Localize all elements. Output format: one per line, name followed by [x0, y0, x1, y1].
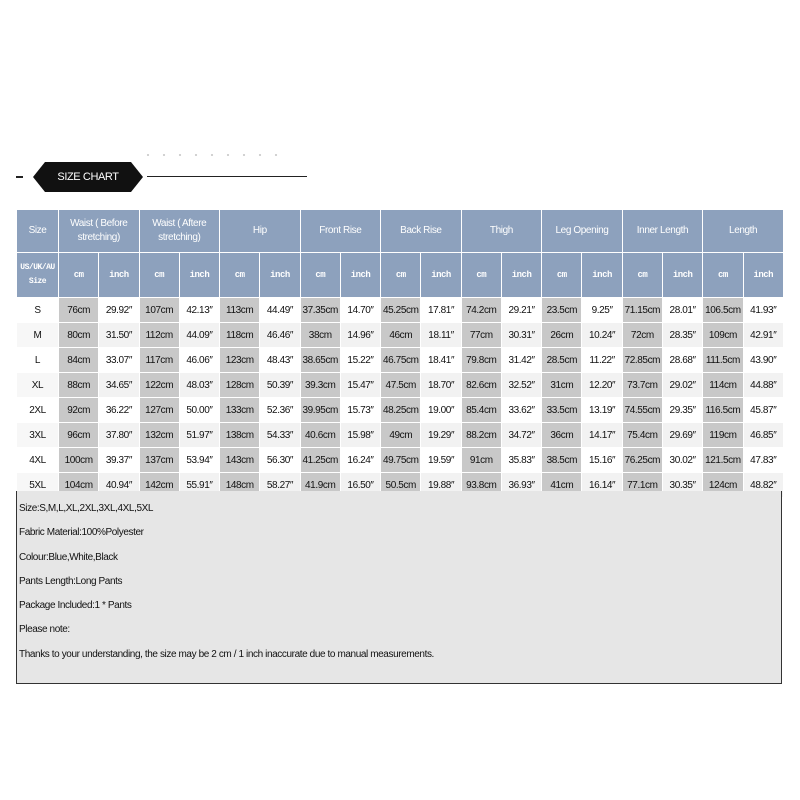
inch-cell: 42.13″ [179, 298, 219, 323]
cm-cell: 80cm [59, 323, 99, 348]
cm-cell: 113cm [220, 298, 260, 323]
header-waist-after: Waist ( Aftere stretching) [139, 210, 220, 253]
unit-cm-header: cm [622, 253, 662, 298]
inch-cell: 29.35″ [662, 398, 702, 423]
inch-cell: 46.46″ [260, 323, 300, 348]
cm-cell: 132cm [139, 423, 179, 448]
unit-cm-header: cm [59, 253, 99, 298]
size-chart-banner [16, 160, 306, 194]
unit-cm-header: cm [381, 253, 421, 298]
inch-cell: 56.30″ [260, 448, 300, 473]
note-line: Fabric Material:100%Polyester [19, 527, 144, 539]
inch-cell: 39.37″ [99, 448, 139, 473]
cm-cell: 100cm [59, 448, 99, 473]
cm-cell: 84cm [59, 348, 99, 373]
cm-cell: 123cm [220, 348, 260, 373]
product-notes [16, 491, 782, 684]
inch-cell: 30.31″ [501, 323, 541, 348]
unit-header-row [17, 253, 784, 298]
inch-cell: 32.52″ [501, 373, 541, 398]
inch-cell: 29.02″ [662, 373, 702, 398]
inch-cell: 46.06″ [179, 348, 219, 373]
inch-cell: 36.93″ [501, 473, 541, 498]
cm-cell: 71.15cm [622, 298, 662, 323]
cm-cell: 121.5cm [703, 448, 743, 473]
cm-cell: 40.6cm [300, 423, 340, 448]
cm-cell: 106.5cm [703, 298, 743, 323]
cm-cell: 137cm [139, 448, 179, 473]
table-row [17, 298, 784, 323]
inch-cell: 28.68″ [662, 348, 702, 373]
inch-cell: 16.50″ [340, 473, 380, 498]
badge-left-notch [33, 162, 45, 192]
header-hip: Hip [220, 210, 301, 253]
inch-cell: 19.29″ [421, 423, 461, 448]
inch-cell: 9.25″ [582, 298, 622, 323]
inch-cell: 35.83″ [501, 448, 541, 473]
cm-cell: 41.25cm [300, 448, 340, 473]
cm-cell: 91cm [461, 448, 501, 473]
unit-cm-header: cm [300, 253, 340, 298]
cm-cell: 38.65cm [300, 348, 340, 373]
note-line: Package Included:1 * Pants [19, 600, 132, 612]
inch-cell: 34.72″ [501, 423, 541, 448]
cm-cell: 72cm [622, 323, 662, 348]
size-cell: 2XL [17, 398, 59, 423]
inch-cell: 29.92″ [99, 298, 139, 323]
inch-cell: 15.22″ [340, 348, 380, 373]
inch-cell: 51.97″ [179, 423, 219, 448]
cm-cell: 117cm [139, 348, 179, 373]
table-row [17, 398, 784, 423]
inch-cell: 14.70″ [340, 298, 380, 323]
region-size-header: US/UK/AU Size [17, 253, 59, 298]
size-cell: 4XL [17, 448, 59, 473]
inch-cell: 40.94″ [99, 473, 139, 498]
inch-cell: 48.03″ [179, 373, 219, 398]
inch-cell: 46.85″ [743, 423, 783, 448]
cm-cell: 76.25cm [622, 448, 662, 473]
size-cell: S [17, 298, 59, 323]
inch-cell: 30.02″ [662, 448, 702, 473]
unit-inch-header: inch [582, 253, 622, 298]
cm-cell: 119cm [703, 423, 743, 448]
cm-cell: 138cm [220, 423, 260, 448]
size-chart-table [16, 209, 784, 498]
cm-cell: 72.85cm [622, 348, 662, 373]
inch-cell: 33.07″ [99, 348, 139, 373]
note-line: Pants Length:Long Pants [19, 575, 123, 587]
cm-cell: 107cm [139, 298, 179, 323]
inch-cell: 41.93″ [743, 298, 783, 323]
inch-cell: 48.43″ [260, 348, 300, 373]
cm-cell: 118cm [220, 323, 260, 348]
inch-cell: 34.65″ [99, 373, 139, 398]
cm-cell: 38.5cm [542, 448, 582, 473]
header-back-rise: Back Rise [381, 210, 462, 253]
cm-cell: 93.8cm [461, 473, 501, 498]
cm-cell: 41.9cm [300, 473, 340, 498]
inch-cell: 18.41″ [421, 348, 461, 373]
inch-cell: 44.88″ [743, 373, 783, 398]
cm-cell: 36cm [542, 423, 582, 448]
inch-cell: 53.94″ [179, 448, 219, 473]
inch-cell: 31.42″ [501, 348, 541, 373]
size-cell: L [17, 348, 59, 373]
inch-cell: 55.91″ [179, 473, 219, 498]
banner-dash [16, 176, 23, 178]
cm-cell: 133cm [220, 398, 260, 423]
unit-inch-header: inch [99, 253, 139, 298]
note-line: Size:S,M,L,XL,2XL,3XL,4XL,5XL [19, 503, 154, 514]
unit-cm-header: cm [139, 253, 179, 298]
table-header-row [17, 210, 784, 253]
unit-inch-header: inch [501, 253, 541, 298]
note-line: Thanks to your understanding, the size may be 2 cm / 1 inch inaccurate due to manual measurements. [19, 648, 434, 660]
cm-cell: 45.25cm [381, 298, 421, 323]
note-line: Please note: [19, 624, 70, 636]
inch-cell: 14.96″ [340, 323, 380, 348]
inch-cell: 42.91″ [743, 323, 783, 348]
cm-cell: 47.5cm [381, 373, 421, 398]
cm-cell: 39.95cm [300, 398, 340, 423]
cm-cell: 114cm [703, 373, 743, 398]
cm-cell: 77.1cm [622, 473, 662, 498]
banner-rule [147, 176, 307, 177]
size-column-header: Size [17, 210, 59, 253]
inch-cell: 28.35″ [662, 323, 702, 348]
inch-cell: 17.81″ [421, 298, 461, 323]
inch-cell: 18.70″ [421, 373, 461, 398]
inch-cell: 37.80″ [99, 423, 139, 448]
inch-cell: 33.62″ [501, 398, 541, 423]
badge-right-notch [131, 162, 143, 192]
inch-cell: 11.22″ [582, 348, 622, 373]
unit-cm-header: cm [542, 253, 582, 298]
inch-cell: 14.17″ [582, 423, 622, 448]
cm-cell: 39.3cm [300, 373, 340, 398]
inch-cell: 19.00″ [421, 398, 461, 423]
size-cell: XL [17, 373, 59, 398]
cm-cell: 148cm [220, 473, 260, 498]
cm-cell: 38cm [300, 323, 340, 348]
inch-cell: 43.90″ [743, 348, 783, 373]
inch-cell: 10.24″ [582, 323, 622, 348]
cm-cell: 143cm [220, 448, 260, 473]
inch-cell: 15.47″ [340, 373, 380, 398]
table-row [17, 373, 784, 398]
decorative-dot-row [140, 154, 280, 156]
table-row [17, 323, 784, 348]
inch-cell: 36.22″ [99, 398, 139, 423]
cm-cell: 50.5cm [381, 473, 421, 498]
unit-inch-header: inch [421, 253, 461, 298]
inch-cell: 19.59″ [421, 448, 461, 473]
inch-cell: 52.36″ [260, 398, 300, 423]
unit-inch-header: inch [179, 253, 219, 298]
header-leg-opening: Leg Opening [542, 210, 623, 253]
cm-cell: 104cm [59, 473, 99, 498]
size-chart-title: SIZE CHART [57, 171, 119, 183]
inch-cell: 48.82″ [743, 473, 783, 498]
cm-cell: 124cm [703, 473, 743, 498]
cm-cell: 74.2cm [461, 298, 501, 323]
inch-cell: 16.14″ [582, 473, 622, 498]
inch-cell: 45.87″ [743, 398, 783, 423]
inch-cell: 16.24″ [340, 448, 380, 473]
inch-cell: 31.50″ [99, 323, 139, 348]
cm-cell: 46cm [381, 323, 421, 348]
size-chart-badge [33, 162, 143, 192]
inch-cell: 13.19″ [582, 398, 622, 423]
cm-cell: 92cm [59, 398, 99, 423]
header-thigh: Thigh [461, 210, 542, 253]
header-length: Length [703, 210, 784, 253]
cm-cell: 48.25cm [381, 398, 421, 423]
inch-cell: 28.01″ [662, 298, 702, 323]
size-cell: 3XL [17, 423, 59, 448]
unit-inch-header: inch [662, 253, 702, 298]
size-cell: 5XL [17, 473, 59, 498]
cm-cell: 33.5cm [542, 398, 582, 423]
cm-cell: 96cm [59, 423, 99, 448]
cm-cell: 41cm [542, 473, 582, 498]
unit-cm-header: cm [703, 253, 743, 298]
inch-cell: 15.98″ [340, 423, 380, 448]
inch-cell: 15.73″ [340, 398, 380, 423]
inch-cell: 30.35″ [662, 473, 702, 498]
inch-cell: 18.11″ [421, 323, 461, 348]
table-row [17, 448, 784, 473]
cm-cell: 112cm [139, 323, 179, 348]
unit-inch-header: inch [260, 253, 300, 298]
note-line: Colour:Blue,White,Black [19, 551, 118, 563]
cm-cell: 49.75cm [381, 448, 421, 473]
cm-cell: 85.4cm [461, 398, 501, 423]
cm-cell: 79.8cm [461, 348, 501, 373]
inch-cell: 19.88″ [421, 473, 461, 498]
cm-cell: 26cm [542, 323, 582, 348]
cm-cell: 76cm [59, 298, 99, 323]
cm-cell: 142cm [139, 473, 179, 498]
cm-cell: 37.35cm [300, 298, 340, 323]
cm-cell: 73.7cm [622, 373, 662, 398]
header-waist-before: Waist ( Before stretching) [59, 210, 140, 253]
size-table-body [17, 298, 784, 498]
cm-cell: 82.6cm [461, 373, 501, 398]
cm-cell: 75.4cm [622, 423, 662, 448]
inch-cell: 44.09″ [179, 323, 219, 348]
cm-cell: 127cm [139, 398, 179, 423]
cm-cell: 116.5cm [703, 398, 743, 423]
header-inner-length: Inner Length [622, 210, 703, 253]
table-row [17, 423, 784, 448]
inch-cell: 29.21″ [501, 298, 541, 323]
cm-cell: 128cm [220, 373, 260, 398]
cm-cell: 111.5cm [703, 348, 743, 373]
cm-cell: 122cm [139, 373, 179, 398]
unit-inch-header: inch [340, 253, 380, 298]
inch-cell: 50.00″ [179, 398, 219, 423]
inch-cell: 15.16″ [582, 448, 622, 473]
inch-cell: 58.27″ [260, 473, 300, 498]
inch-cell: 44.49″ [260, 298, 300, 323]
cm-cell: 28.5cm [542, 348, 582, 373]
cm-cell: 31cm [542, 373, 582, 398]
inch-cell: 54.33″ [260, 423, 300, 448]
cm-cell: 88.2cm [461, 423, 501, 448]
table-row [17, 348, 784, 373]
cm-cell: 23.5cm [542, 298, 582, 323]
cm-cell: 88cm [59, 373, 99, 398]
cm-cell: 77cm [461, 323, 501, 348]
cm-cell: 49cm [381, 423, 421, 448]
inch-cell: 50.39″ [260, 373, 300, 398]
unit-cm-header: cm [220, 253, 260, 298]
header-front-rise: Front Rise [300, 210, 381, 253]
unit-cm-header: cm [461, 253, 501, 298]
cm-cell: 46.75cm [381, 348, 421, 373]
cm-cell: 109cm [703, 323, 743, 348]
cm-cell: 74.55cm [622, 398, 662, 423]
inch-cell: 12.20″ [582, 373, 622, 398]
inch-cell: 29.69″ [662, 423, 702, 448]
unit-inch-header: inch [743, 253, 783, 298]
inch-cell: 47.83″ [743, 448, 783, 473]
size-cell: M [17, 323, 59, 348]
